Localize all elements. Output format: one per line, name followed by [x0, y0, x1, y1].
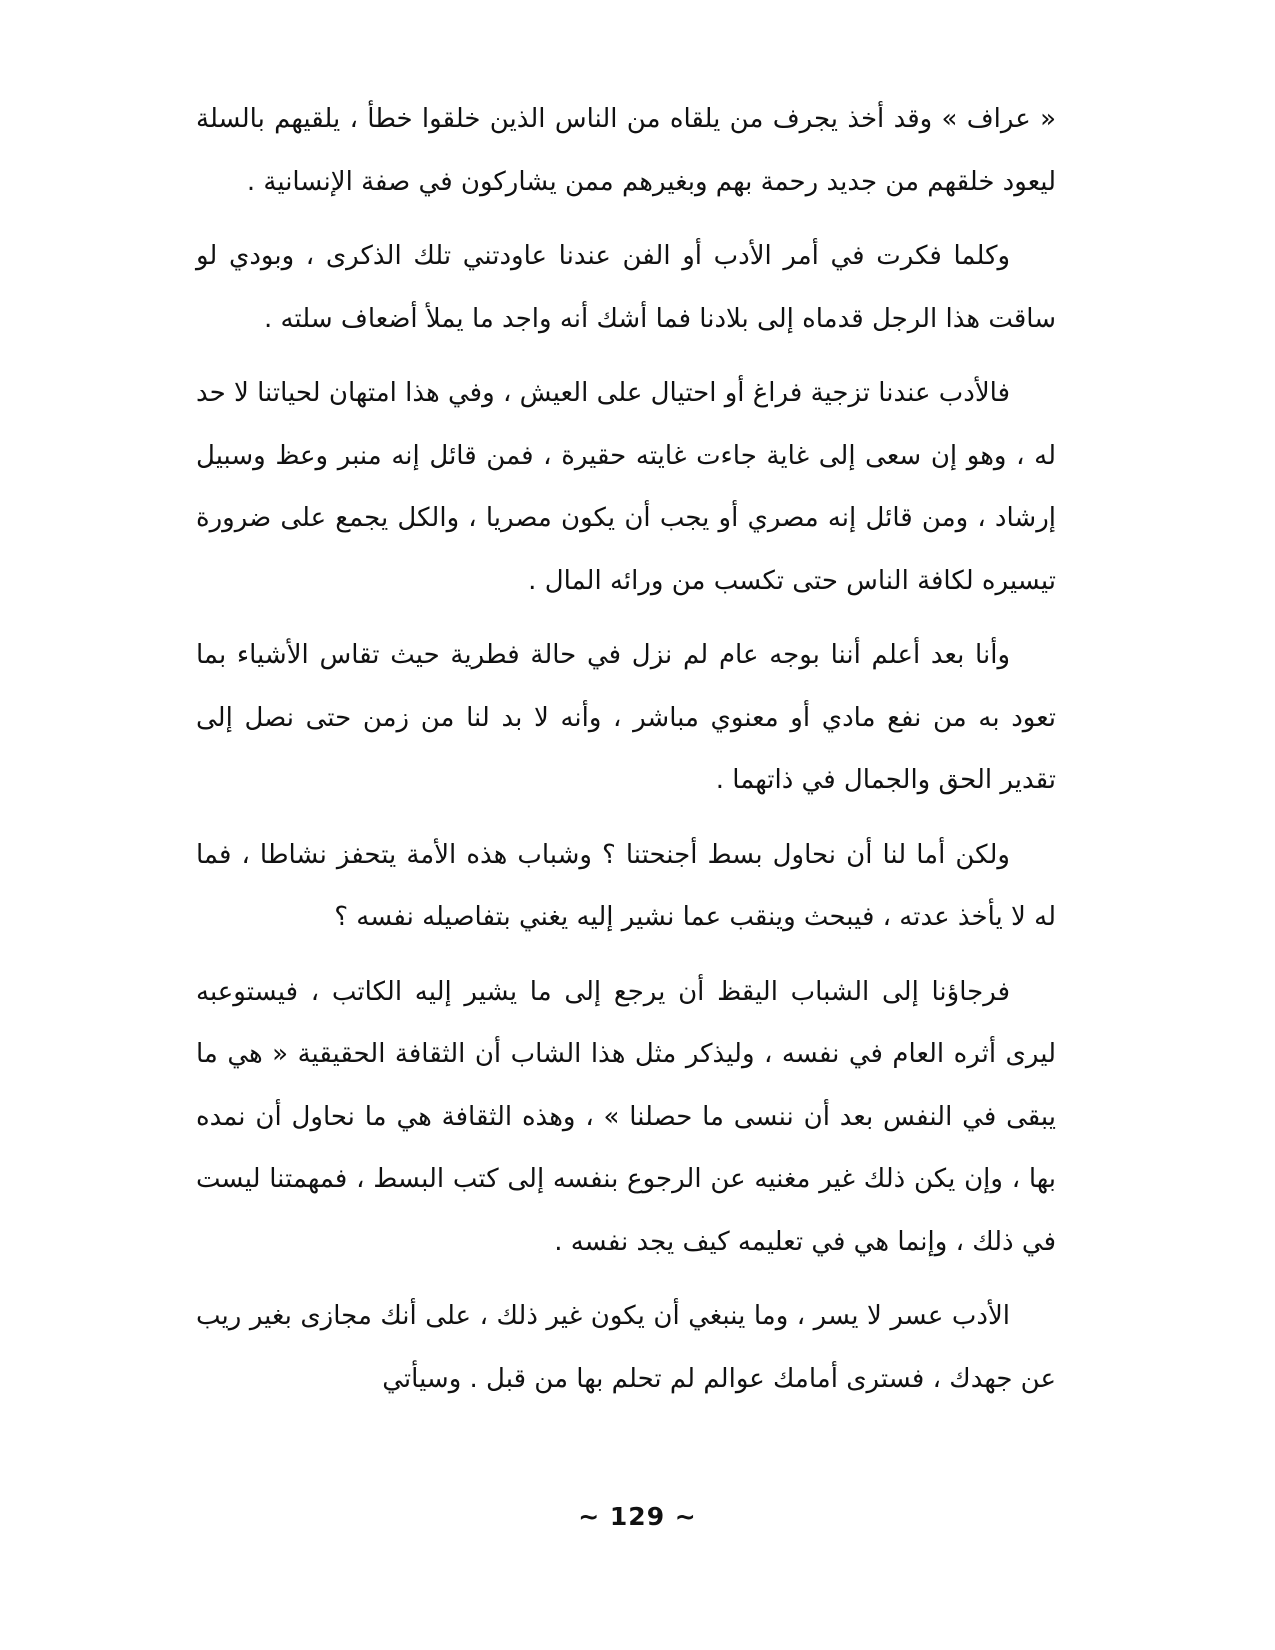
body-text: [196, 88, 1056, 1410]
paragraph: فالأدب عندنا تزجية فراغ أو احتيال على العيش ، وفي هذا امتهان لحياتنا لا حد له ، وهو إن سعى إلى غاية جاءت غايته حقيرة ، فمن قائل إنه منبر وعظ وسبيل إرشاد ، ومن قائل إنه مصري أو يجب أن يكون مصريا ، والكل يجمع على ضرورة تيسيره لكافة الناس حتى تكسب من ورائه المال .: [196, 378, 1056, 596]
paragraph: ولكن أما لنا أن نحاول بسط أجنحتنا ؟ وشباب هذه الأمة يتحفز نشاطا ، فما له لا يأخذ عدته ، فيبحث وينقب عما نشير إليه يغني بتفاصيله نفسه ؟: [196, 839, 1056, 932]
paragraph: الأدب عسر لا يسر ، وما ينبغي أن يكون غير ذلك ، على أنك مجازى بغير ريب عن جهدك ، فسترى أمامك عوالم لم تحلم بها من قبل . وسيأتي: [196, 1301, 1056, 1394]
page-number: ~ 129 ~: [578, 1502, 697, 1531]
paragraph: وكلما فكرت في أمر الأدب أو الفن عندنا عاودتني تلك الذكرى ، وبودي لو ساقت هذا الرجل قدماه إلى بلادنا فما أشك أنه واجد ما يملأ أضعاف سلته .: [196, 241, 1056, 334]
paragraph: وأنا بعد أعلم أننا بوجه عام لم نزل في حالة فطرية حيث تقاس الأشياء بما تعود به من نفع مادي أو معنوي مباشر ، وأنه لا بد لنا من زمن حتى نصل إلى تقدير الحق والجمال في ذاتهما .: [196, 640, 1056, 795]
paragraph-continuation: « عراف » وقد أخذ يجرف من يلقاه من الناس الذين خلقوا خطأ ، يلقيهم بالسلة ليعود خلقهم من جديد رحمة بهم وبغيرهم ممن يشاركون في صفة الإنسانية .: [196, 104, 1056, 197]
paragraph: فرجاؤنا إلى الشباب اليقظ أن يرجع إلى ما يشير إليه الكاتب ، فيستوعبه ليرى أثره العام في نفسه ، وليذكر مثل هذا الشاب أن الثقافة الحقيقية « هي ما يبقى في النفس بعد أن ننسى ما حصلنا » ، وهذه الثقافة هي ما نحاول أن نمده بها ، وإن يكن ذلك غير مغنيه عن الرجوع بنفسه إلى كتب البسط ، فمهمتنا ليست في ذلك ، وإنما هي في تعليمه كيف يجد نفسه .: [196, 976, 1056, 1257]
